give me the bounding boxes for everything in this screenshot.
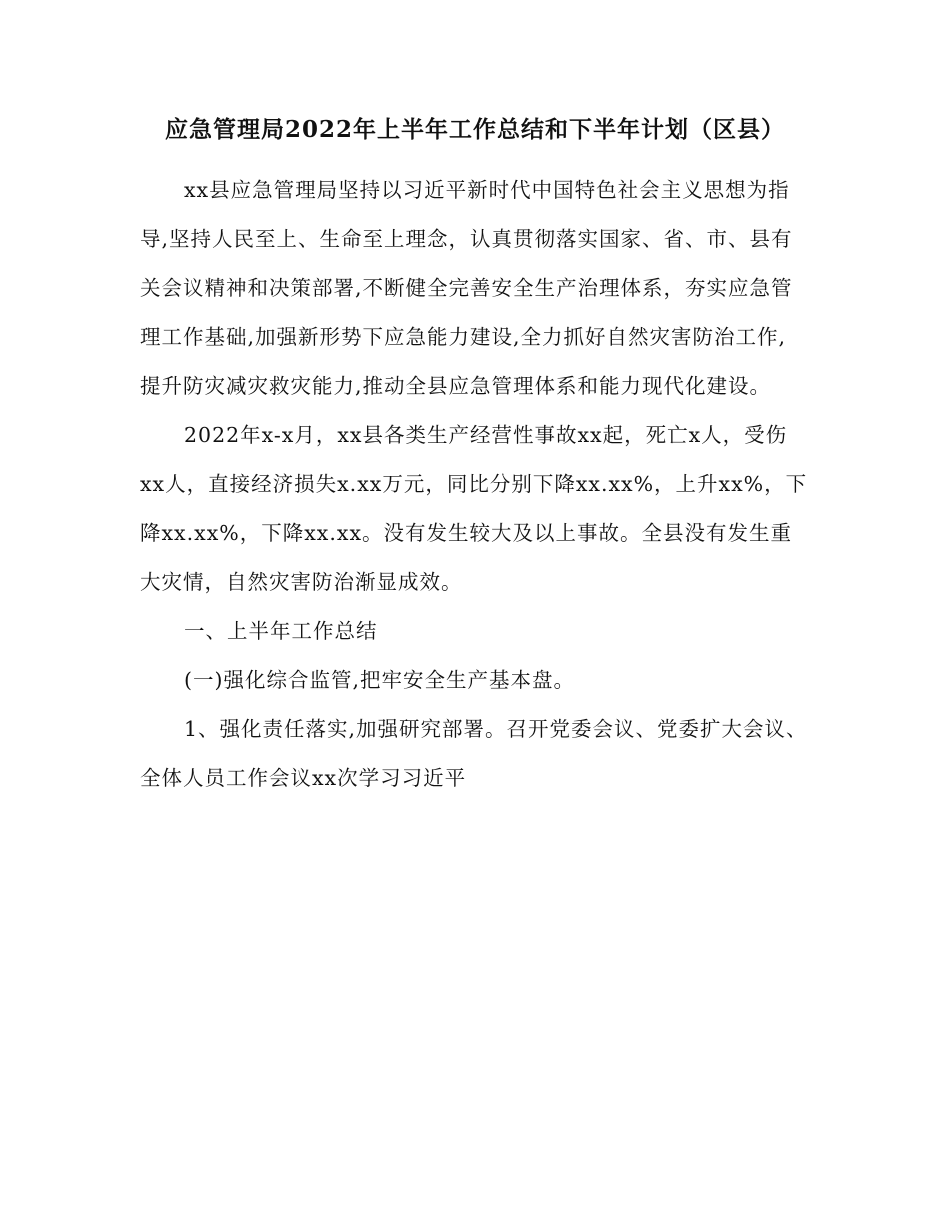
- text-line: 提升防灾减灾救灾能力,推动全县应急管理体系和能力现代化建设。: [140, 374, 772, 398]
- text-line: 理工作基础,加强新形势下应急能力建设,全力抓好自然灾害防治工作,: [140, 325, 787, 349]
- text-line: 关会议精神和决策部署,不断健全完善安全生产治理体系，夯实应急管: [140, 276, 793, 300]
- text-line: 1、强化责任落实,加强研究部署。召开党委会议、党委扩大会议、: [184, 717, 808, 741]
- document-title: 应急管理局2022年上半年工作总结和下半年计划（区县）: [164, 116, 785, 143]
- text-line: 降xx.xx%，下降xx.xx。没有发生较大及以上事故。全县没有发生重: [140, 521, 793, 545]
- text-line: (一)强化综合监管,把牢安全生产基本盘。: [184, 668, 576, 692]
- paragraph-statistics: [140, 411, 812, 607]
- document-body: [140, 166, 812, 803]
- paragraph-intro: [140, 166, 812, 411]
- text-line: xx县应急管理局坚持以习近平新时代中国特色社会主义思想为指: [184, 178, 790, 202]
- text-line: xx人，直接经济损失x.xx万元，同比分别下降xx.xx%，上升xx%，下: [140, 472, 808, 496]
- text-line: 全体人员工作会议xx次学习习近平: [140, 766, 467, 790]
- text-line: 一、上半年工作总结: [184, 619, 378, 643]
- text-line: 导,坚持人民至上、生命至上理念，认真贯彻落实国家、省、市、县有: [140, 227, 793, 251]
- section-heading: [140, 607, 812, 656]
- text-line: 大灾情，自然灾害防治渐显成效。: [140, 570, 463, 594]
- paragraph-item-1: [140, 705, 812, 803]
- text-line: 2022年x-x月，xx县各类生产经营性事故xx起，死亡x人，受伤: [184, 423, 788, 447]
- subsection-heading: [140, 656, 812, 705]
